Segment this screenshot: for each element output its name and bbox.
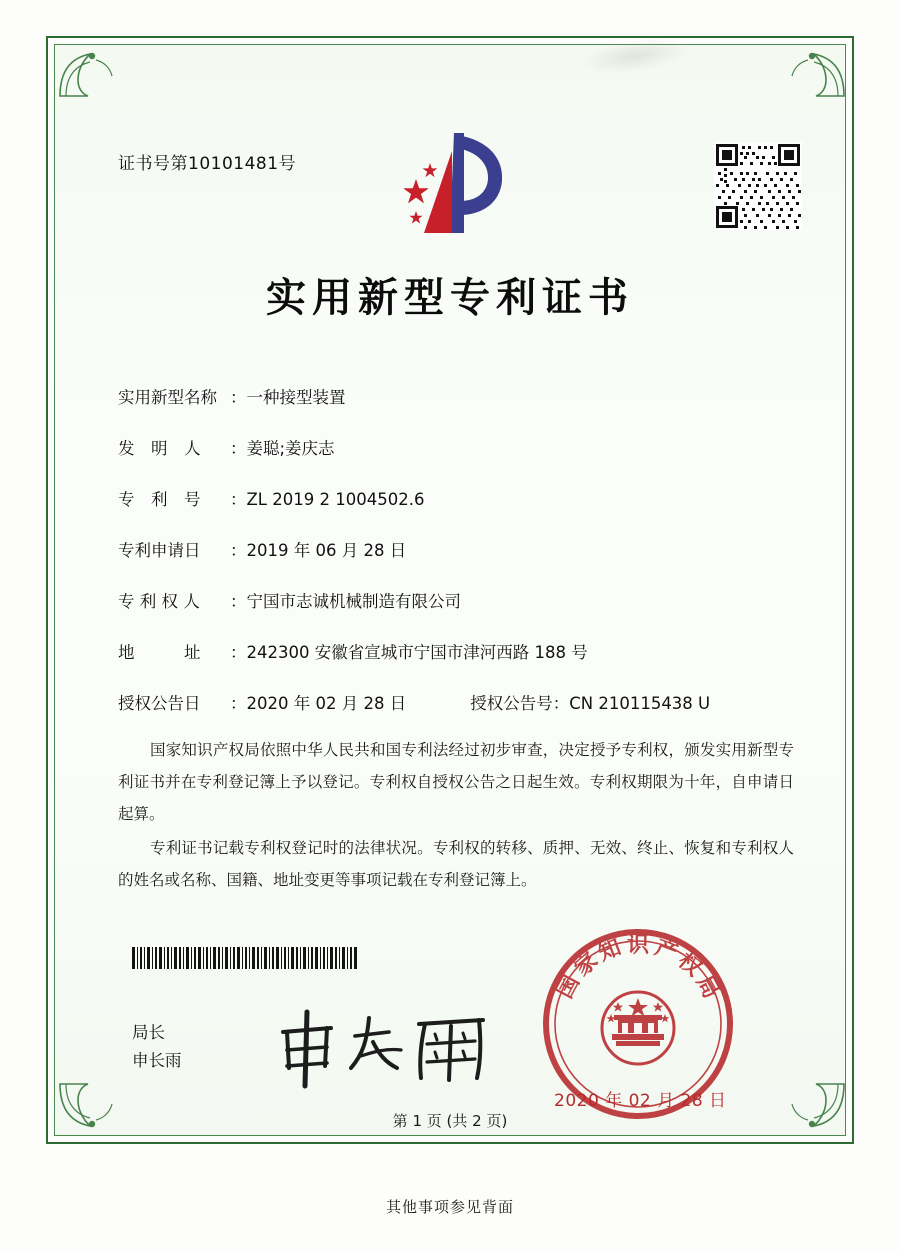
field-row-patent-number [118, 486, 808, 537]
field-separator: ： [230, 694, 247, 713]
svg-text:家: 家 [569, 948, 604, 982]
cnipa-logo-icon [394, 129, 524, 244]
field-label-secondary: 授权公告号 [470, 694, 553, 713]
field-value: 242300 安徽省宣城市宁国市津河西路 188 号 [246, 643, 588, 662]
handwritten-signature [269, 1006, 499, 1092]
svg-text:知: 知 [595, 935, 625, 967]
svg-text:国: 国 [552, 971, 585, 1003]
field-label: 地 址 [118, 643, 201, 662]
certificate-number: 证书号第10101481号 [118, 154, 297, 174]
svg-text:识: 识 [626, 933, 650, 958]
field-row-utility-model-name [118, 384, 808, 435]
field-row-address [118, 639, 808, 690]
field-row-inventor [118, 435, 808, 486]
seal-date: 2020 年 02 月 28 日 [554, 1091, 727, 1111]
legal-text-block [118, 734, 794, 898]
signoff-name: 申长雨 [132, 1051, 182, 1070]
field-label: 实用新型名称 [118, 388, 217, 407]
field-value: ZL 2019 2 1004502.6 [246, 490, 425, 509]
svg-text:局: 局 [691, 971, 724, 1003]
field-value: 宁国市志诚机械制造有限公司 [246, 592, 461, 611]
field-value-secondary: CN 210115438 U [569, 694, 711, 713]
page-title: 实用新型专利证书 [266, 275, 634, 321]
field-separator: ： [230, 439, 247, 458]
footnote: 其他事项参见背面 [385, 1198, 514, 1216]
field-separator: ： [230, 388, 247, 407]
field-value: 姜聪;姜庆志 [246, 439, 335, 458]
field-row-application-date [118, 537, 808, 588]
svg-text:权: 权 [672, 948, 707, 982]
field-separator: ： [230, 541, 247, 560]
page-indicator: 第 1 页 (共 2 页) [392, 1112, 508, 1130]
field-value: 一种接型装置 [246, 388, 346, 407]
field-separator: ： [230, 643, 247, 662]
legal-paragraph-1: 国家知识产权局依照中华人民共和国专利法经过初步审查，决定授予专利权，颁发实用新型专利证书并在专利登记簿上予以登记。专利权自授权公告之日起生效。专利权期限为十年，自申请日起算。 [118, 741, 794, 823]
field-separator: ： [230, 490, 247, 509]
field-label: 发 明 人 [118, 439, 201, 458]
field-separator: ： [230, 592, 247, 611]
field-label: 专 利 号 [118, 490, 201, 509]
field-list [118, 384, 808, 741]
qr-code [714, 142, 802, 230]
field-value: 2019 年 06 月 28 日 [246, 541, 407, 560]
signoff-block [132, 1019, 182, 1075]
field-row-patentee [118, 588, 808, 639]
field-separator-secondary: ： [552, 694, 570, 713]
field-value: 2020 年 02 月 28 日 [246, 694, 407, 713]
field-label: 专利申请日 [118, 541, 201, 560]
barcode [132, 947, 358, 969]
certificate-content [54, 44, 846, 1136]
field-label: 专 利 权 人 [118, 592, 200, 611]
legal-paragraph-2: 专利证书记载专利权登记时的法律状况。专利权的转移、质押、无效、终止、恢复和专利权人的姓名或名称、国籍、地址变更等事项记载在专利登记簿上。 [118, 839, 794, 889]
svg-text:产: 产 [651, 935, 681, 967]
signoff-title: 局长 [132, 1023, 165, 1042]
field-label: 授权公告日 [118, 694, 201, 713]
